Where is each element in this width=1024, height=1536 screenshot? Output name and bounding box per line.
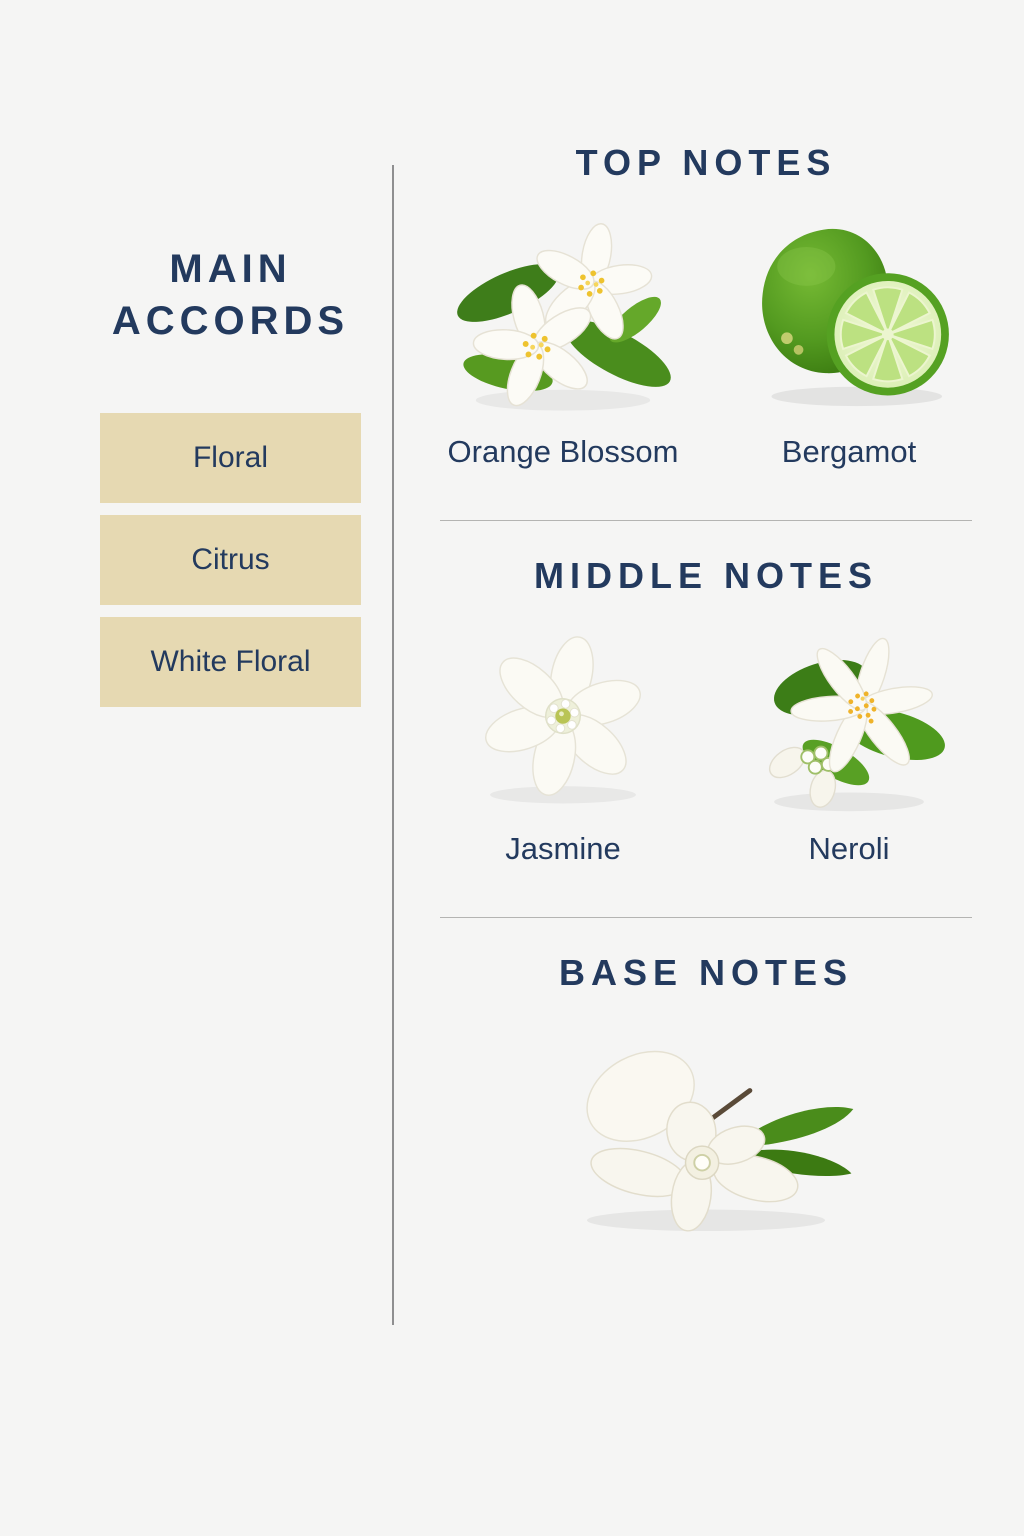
top-notes-row [420,205,992,470]
main-accords-title-line2: ACCORDS [111,299,350,343]
orange-blossom-icon [449,205,677,421]
base-notes-section [420,950,992,1239]
base-notes-heading: BASE NOTES [558,952,854,994]
accord-label-white-floral: White Floral [150,645,311,678]
accord-label-floral: Floral [192,441,268,474]
top-notes-section [420,140,992,470]
accord-box-citrus [100,515,361,605]
main-accords-list [100,413,361,707]
middle-notes-section [420,553,992,867]
note-label-bergamot: Bergamot [781,434,917,469]
base-notes-row [420,1023,992,1239]
top-notes-heading: TOP NOTES [575,142,837,183]
note-base-flower [420,1023,992,1239]
section-divider-2 [440,917,972,918]
neroli-icon [746,618,952,818]
main-accords-panel [100,243,361,719]
accord-box-floral [100,413,361,503]
vertical-divider [392,165,394,1325]
middle-notes-heading: MIDDLE NOTES [533,555,878,597]
note-orange-blossom [420,205,706,470]
jasmine-icon [467,618,659,818]
note-neroli [706,618,992,867]
bergamot-icon [742,205,956,421]
main-accords-title [100,243,361,347]
white-flower-sprig-icon [545,1023,867,1239]
note-label-jasmine: Jasmine [505,831,621,867]
note-bergamot [706,205,992,470]
note-jasmine [420,618,706,867]
accord-label-citrus: Citrus [191,543,270,576]
accord-box-white-floral [100,617,361,707]
section-divider-1 [440,520,972,521]
note-label-orange-blossom: Orange Blossom [447,434,679,469]
middle-notes-row [420,618,992,867]
note-label-neroli: Neroli [808,831,890,867]
notes-panel [420,140,992,1239]
main-accords-title-line1: MAIN [169,247,292,291]
